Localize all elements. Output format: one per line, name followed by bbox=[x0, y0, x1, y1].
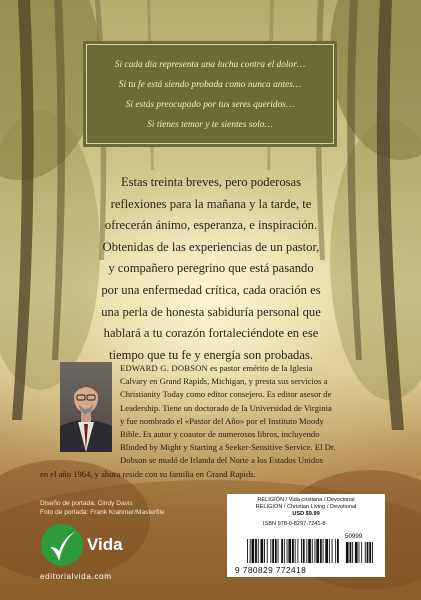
description-line: una perla de honesta sabiduría personal que bbox=[101, 304, 321, 319]
publisher-name: Vida bbox=[87, 535, 123, 554]
quote-line: Si tienes temor y te sientes solo… bbox=[147, 120, 273, 130]
bio-line: Leadership. Tiene un doctorado de la Universidad de Virginia bbox=[120, 402, 332, 413]
cover-photo-credit: Foto de portada: Frank Krahmer/Masterfile bbox=[40, 509, 165, 516]
cover-credits bbox=[40, 499, 165, 517]
description-line: tiempo que tu fe y energía son probadas. bbox=[108, 347, 313, 362]
price-addon-code: 50999 bbox=[345, 533, 363, 540]
isbn-text: ISBN 978-0-8297-7241-8 bbox=[263, 521, 326, 527]
barcode-digits: 9 780829 772418 bbox=[235, 565, 307, 575]
quote-line: Si cada día representa una lucha contra el dolor… bbox=[114, 60, 306, 70]
description-line: Estas treinta breves, pero poderosas bbox=[120, 175, 302, 189]
author-bio bbox=[40, 362, 388, 481]
barcode-panel bbox=[227, 494, 385, 577]
price: USD $9.99 bbox=[292, 511, 320, 517]
publisher-url: editorialvida.com bbox=[40, 572, 112, 581]
description-line: hablará a tu corazón fortaleciéndote en ese bbox=[103, 326, 319, 341]
author-name: EDWARD G. DOBSON bbox=[120, 363, 208, 373]
bio-line: Christianity Today como editor consejero. Es editor asesor de bbox=[120, 389, 332, 400]
description-line: y compañero peregrino que está pasando bbox=[108, 261, 314, 276]
barcode-icon bbox=[247, 539, 377, 565]
bio-line: y fue nombrado el «Pastor del Año» por el Instituto Moody bbox=[120, 415, 324, 426]
category-es: RELIGIÓN / Vida cristiana / Devocional bbox=[257, 497, 355, 503]
bio-line: Bible. Es autor y coautor de numerosos libros, incluyendo bbox=[120, 429, 320, 440]
bio-line: Blinded by Might y Starting a Seeker-Sensitive Service. El Dr. bbox=[120, 442, 336, 453]
book-description bbox=[40, 172, 382, 366]
quote-line: Si estás preocupado por tus seres queridos… bbox=[125, 100, 295, 110]
quote-line: Si tu fe está siendo probada como nunca antes… bbox=[118, 80, 302, 90]
description-line: reflexiones para la mañana y la tarde, te bbox=[110, 196, 312, 211]
description-line: por una enfermedad crítica, cada oración es bbox=[101, 282, 321, 297]
description-line: ofrecerán ánimo, esperanza, e inspiración. bbox=[104, 218, 318, 233]
bio-line: Dobson se mudó de Irlanda del Norte a los Estados Unidos bbox=[120, 455, 323, 466]
quote-box bbox=[86, 44, 334, 144]
bio-line: es pastor emérito de la Iglesia bbox=[210, 363, 313, 373]
category-en: RELIGION / Christian Living / Devotional bbox=[255, 504, 357, 510]
bio-line: Calvary en Grand Rapids, Michigan, y presta sus servicios a bbox=[120, 376, 328, 387]
description-line: Obtenidas de las experiencias de un pastor, bbox=[102, 239, 320, 254]
bio-line: en el año 1964, y ahora reside con su familia en Grand Rapids. bbox=[40, 468, 256, 479]
cover-design-credit: Diseño de portada: Cindy Davis bbox=[40, 500, 133, 507]
